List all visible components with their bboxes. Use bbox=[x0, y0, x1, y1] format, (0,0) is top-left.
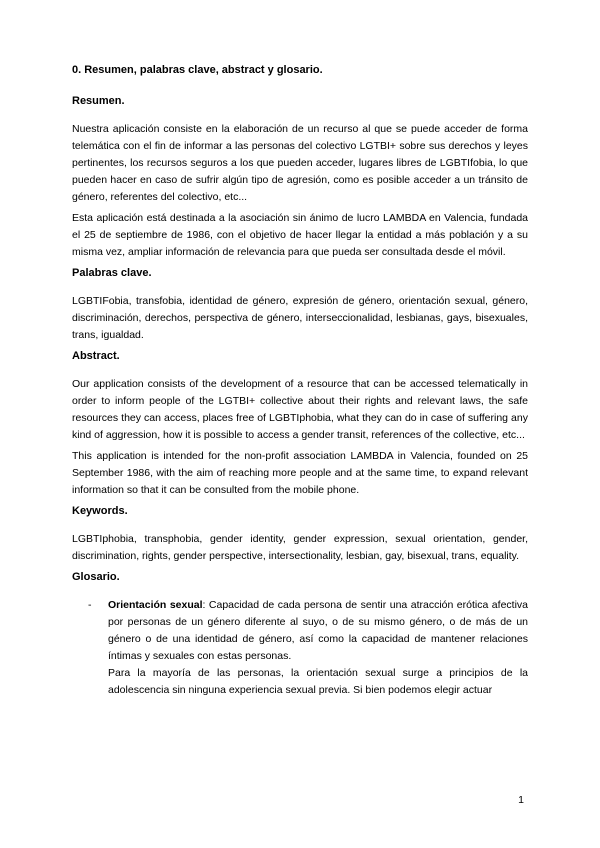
document-title: 0. Resumen, palabras clave, abstract y glosario. bbox=[72, 64, 323, 76]
keywords-paragraph: LGBTIphobia, transphobia, gender identity, gender expression, sexual orientation, gender, discrimination, rights, gender perspective, intersectionality, lesbian, gay, bisexual, trans, equality. bbox=[72, 533, 528, 562]
glossary-definition bbox=[108, 597, 528, 665]
glossary-continuation: Para la mayoría de las personas, la orientación sexual surge a principios de la adolescencia sin ninguna experiencia sexual previa. Si bien podemos elegir actuar bbox=[108, 667, 528, 696]
resumen-paragraph-2: Esta aplicación está destinada a la asociación sin ánimo de lucro LAMBDA en Valencia, fundada el 25 de septiembre de 1986, con el objetivo de hacer llegar la entidad a más población y a su misma vez, ampliar información de relevancia para que pueda ser consultada desde el móvil. bbox=[72, 212, 528, 258]
section-heading-resumen: Resumen. bbox=[72, 95, 125, 107]
glossary-definition-text: : Capacidad de cada persona de sentir una atracción erótica afectiva por personas de un género diferente al suyo, o de su mismo género, o de más de un género o de una identidad de género, así como la capacidad de mantener relaciones íntimas y sexuales con estas personas. bbox=[108, 599, 528, 662]
page-number: 1 bbox=[518, 794, 524, 806]
glossary-term: Orientación sexual bbox=[108, 599, 203, 611]
glossary-item-body bbox=[108, 597, 528, 699]
section-heading-abstract: Abstract. bbox=[72, 350, 120, 362]
section-heading-glosario: Glosario. bbox=[72, 571, 120, 583]
palabras-clave-paragraph: LGBTIFobia, transfobia, identidad de género, expresión de género, orientación sexual, género, discriminación, derechos, perspectiva de género, interseccionalidad, lesbianas, gays, bisexuales, trans, igualdad. bbox=[72, 295, 528, 341]
abstract-paragraph-2: This application is intended for the non-profit association LAMBDA in Valencia, founded on 25 September 1986, with the aim of reaching more people and at the same time, to expand relevant information so that it can be consulted from the mobile phone. bbox=[72, 450, 528, 496]
glossary-item-orientacion-sexual bbox=[72, 597, 528, 699]
section-heading-keywords: Keywords. bbox=[72, 505, 128, 517]
abstract-paragraph-1: Our application consists of the development of a resource that can be accessed telematically in order to inform people of the LGTBI+ collective about their rights and relevant laws, the safe resources they can access, places free of LGBTIphobia, what they can do in case of suffering any kind of aggression, how it is possible to access a gender transit, references of the collective, etc... bbox=[72, 378, 528, 441]
resumen-paragraph-1: Nuestra aplicación consiste en la elaboración de un recurso al que se puede acceder de forma telemática con el fin de informar a las personas del colectivo LGTBI+ sobre sus derechos y leyes pertinentes, los recursos seguros a los que pueden acceder, lugares libres de LGBTIfobia, lo que pueden hacer en caso de sufrir algún tipo de agresión, como es posible acceder a un tránsito de género, referentes del colectivo, etc... bbox=[72, 123, 528, 203]
section-heading-palabras-clave: Palabras clave. bbox=[72, 267, 152, 279]
bullet-marker: - bbox=[88, 599, 92, 611]
